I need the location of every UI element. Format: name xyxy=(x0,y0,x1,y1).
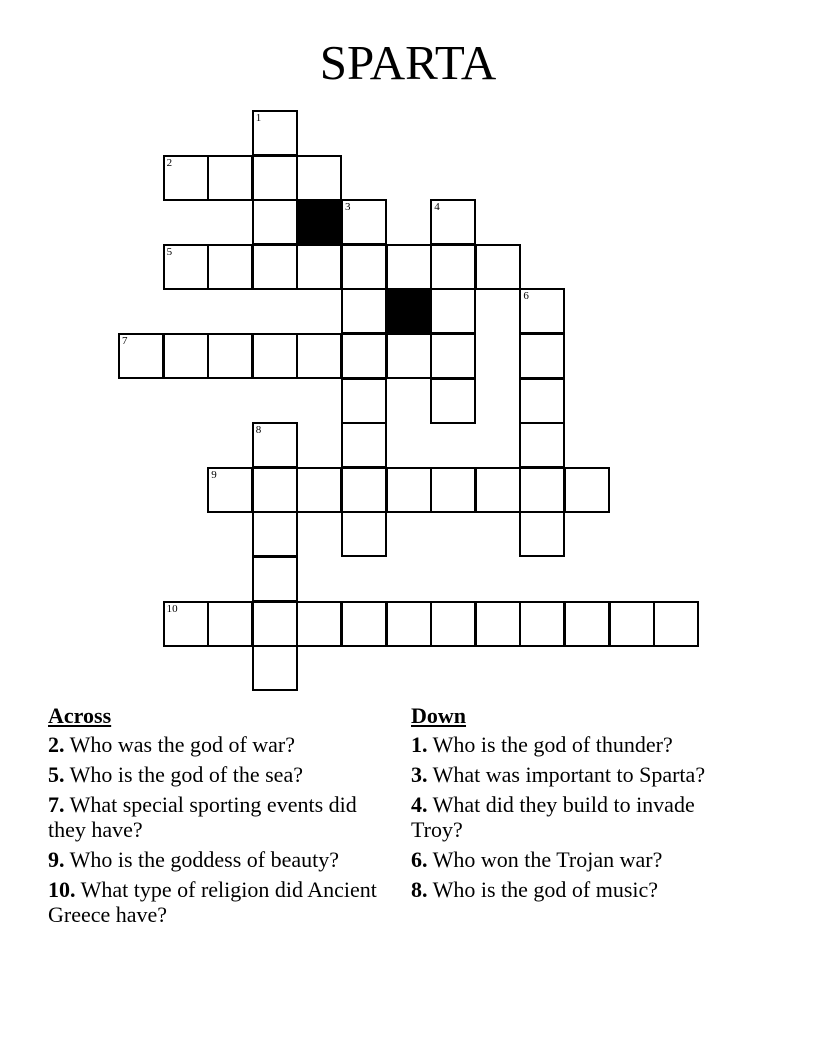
grid-cell[interactable] xyxy=(386,333,432,379)
black-square xyxy=(386,288,432,334)
clue-number: 5 xyxy=(166,245,173,258)
clue-number: 2 xyxy=(166,156,173,169)
grid-cell[interactable] xyxy=(430,244,476,290)
grid-cell[interactable] xyxy=(252,645,298,691)
clue-item-number: 5. xyxy=(48,762,65,787)
grid-cell[interactable] xyxy=(252,244,298,290)
clue-item-number: 6. xyxy=(411,847,428,872)
clue-item-number: 1. xyxy=(411,732,428,757)
clue-item xyxy=(48,762,378,787)
clue-item-number: 4. xyxy=(411,792,428,817)
grid-cell[interactable] xyxy=(519,467,565,513)
grid-cell[interactable] xyxy=(252,333,298,379)
grid-cell[interactable] xyxy=(163,155,209,201)
grid-cell[interactable] xyxy=(252,556,298,602)
grid-cell[interactable] xyxy=(163,333,209,379)
across-heading: Across xyxy=(48,703,112,728)
down-clue-list xyxy=(411,732,741,902)
grid-cell[interactable] xyxy=(207,155,253,201)
down-heading: Down xyxy=(411,703,467,728)
clue-number: 9 xyxy=(211,468,217,481)
grid-cell[interactable] xyxy=(475,601,521,647)
grid-cell[interactable] xyxy=(519,288,565,334)
grid-cell[interactable] xyxy=(252,422,298,468)
clue-item-number: 8. xyxy=(411,877,428,902)
grid-cell[interactable] xyxy=(252,199,298,245)
clue-item-text: Who won the Trojan war? xyxy=(427,847,663,872)
grid-cell[interactable] xyxy=(519,422,565,468)
grid-cell[interactable] xyxy=(386,244,432,290)
clue-number: 3 xyxy=(345,201,351,214)
clue-item-text: Who is the god of music? xyxy=(427,877,659,902)
grid-cell[interactable] xyxy=(519,511,565,557)
clue-item xyxy=(48,847,378,872)
grid-cell[interactable] xyxy=(296,467,342,513)
grid-cell[interactable] xyxy=(118,333,164,379)
grid-cell[interactable] xyxy=(163,244,209,290)
clue-item-text: What special sporting events did they have? xyxy=(48,792,357,842)
clue-item-number: 3. xyxy=(411,762,428,787)
grid-cell[interactable] xyxy=(564,601,610,647)
puzzle-title: SPARTA xyxy=(319,35,497,90)
clue-item xyxy=(411,732,741,757)
clue-item xyxy=(411,792,741,842)
grid-cell[interactable] xyxy=(430,601,476,647)
clue-number: 10 xyxy=(166,602,178,615)
grid-cell[interactable] xyxy=(341,378,387,424)
clue-item-text: What was important to Sparta? xyxy=(427,762,706,787)
clue-number: 8 xyxy=(255,424,262,437)
clue-item-text: What did they build to invade Troy? xyxy=(411,792,695,842)
clue-item-text: Who is the god of the sea? xyxy=(64,762,303,787)
grid-cell[interactable] xyxy=(341,601,387,647)
clue-item xyxy=(411,762,741,787)
clue-number: 1 xyxy=(255,112,262,124)
grid-cell[interactable] xyxy=(296,244,342,290)
grid-cell[interactable] xyxy=(386,467,432,513)
clue-item xyxy=(48,877,378,927)
grid-cell[interactable] xyxy=(207,244,253,290)
clue-item-text: Who is the god of thunder? xyxy=(427,732,673,757)
grid-cell[interactable] xyxy=(252,511,298,557)
grid-cell[interactable] xyxy=(341,422,387,468)
clue-number: 7 xyxy=(122,335,128,347)
grid-cell[interactable] xyxy=(519,378,565,424)
grid-cell[interactable] xyxy=(252,467,298,513)
grid-cell[interactable] xyxy=(564,467,610,513)
clue-item-number: 7. xyxy=(48,792,65,817)
clue-item-number: 2. xyxy=(48,732,65,757)
clue-number: 6 xyxy=(523,290,529,303)
grid-cell[interactable] xyxy=(207,467,253,513)
grid-cell[interactable] xyxy=(252,110,298,156)
clue-item xyxy=(48,792,378,842)
grid-cell[interactable] xyxy=(519,601,565,647)
clue-item-number: 9. xyxy=(48,847,65,872)
grid-cell[interactable] xyxy=(252,601,298,647)
down-clues xyxy=(411,703,741,907)
grid-cell[interactable] xyxy=(519,333,565,379)
clue-item xyxy=(411,847,741,872)
clue-item-text: Who is the goddess of beauty? xyxy=(64,847,340,872)
grid-cell[interactable] xyxy=(475,467,521,513)
clue-item-number: 10. xyxy=(48,877,76,902)
grid-cell[interactable] xyxy=(296,155,342,201)
grid-cell[interactable] xyxy=(341,199,387,245)
across-clues xyxy=(48,703,378,932)
grid-cell[interactable] xyxy=(296,601,342,647)
grid-cell[interactable] xyxy=(341,288,387,334)
grid-cell[interactable] xyxy=(341,467,387,513)
grid-cell[interactable] xyxy=(475,244,521,290)
grid-cell[interactable] xyxy=(341,511,387,557)
grid-cell[interactable] xyxy=(163,601,209,647)
grid-cell[interactable] xyxy=(207,333,253,379)
across-clue-list xyxy=(48,732,378,927)
grid-cell[interactable] xyxy=(341,333,387,379)
clue-item xyxy=(48,732,378,757)
clue-item-text: What type of religion did Ancient Greece have? xyxy=(48,877,377,927)
black-square xyxy=(296,199,342,245)
grid-cell[interactable] xyxy=(252,155,298,201)
grid-cell[interactable] xyxy=(341,244,387,290)
grid-cell[interactable] xyxy=(430,288,476,334)
grid-cell[interactable] xyxy=(296,333,342,379)
grid-cell[interactable] xyxy=(207,601,253,647)
grid-cell[interactable] xyxy=(430,333,476,379)
clue-item-text: Who was the god of war? xyxy=(64,732,296,757)
grid-cell[interactable] xyxy=(430,199,476,245)
clue-number: 4 xyxy=(434,201,440,214)
grid-cell[interactable] xyxy=(386,601,432,647)
grid-cell[interactable] xyxy=(430,378,476,424)
grid-cell[interactable] xyxy=(430,467,476,513)
grid-cell[interactable] xyxy=(653,601,699,647)
grid-cell[interactable] xyxy=(609,601,655,647)
clue-item xyxy=(411,877,741,902)
